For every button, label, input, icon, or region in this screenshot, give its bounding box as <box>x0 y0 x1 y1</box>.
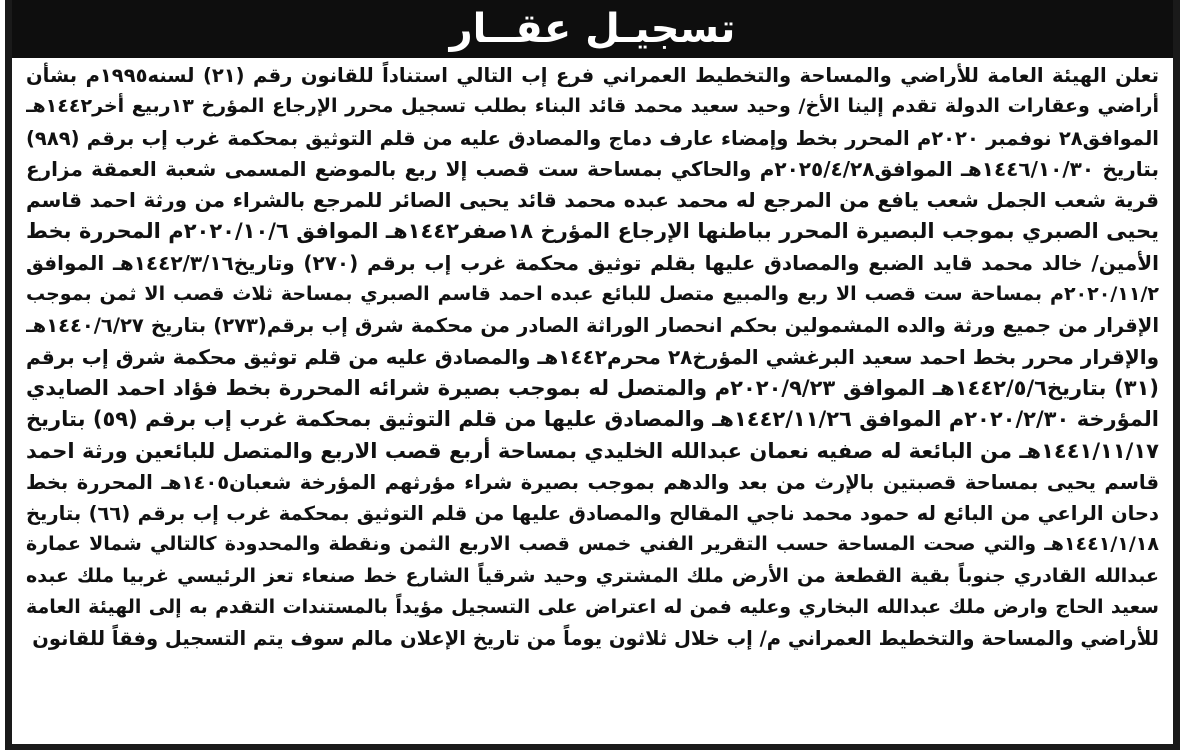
notice-line: ١٤٤١/١١/١٧هـ من البائعة له صفيه نعمان عبدالله الخليدي بمساحة أربع قصب الاربع والمتصل للبائعين ورثة احمد <box>26 438 1159 463</box>
notice-line: والإقرار محرر بخط احمد سعيد البرغشي المؤرخ٢٨ محرم١٤٤٢هـ والمصادق عليه من قلم توثيق محكمة شرق إب برقم <box>26 344 1159 369</box>
notice-title: تسجيـل عقــار <box>449 6 736 52</box>
notice-line: أراضي وعقارات الدولة تقدم إلينا الأخ/ وحيد سعيد محمد قائد البناء بطلب تسجيل محرر الإرجاع المؤرخ ١٣ربيع أخر١٤٤٢هـ <box>26 95 1159 118</box>
notice-line: الإقرار من جميع ورثة والده المشمولين بحكم انحصار الوراثة الصادر من محكمة شرق إب برقم(٢٧٣) بتاريخ ١٤٤٠/٦/٢٧هـ <box>26 314 1159 338</box>
notice-line: للأراضي والمساحة والتخطيط العمراني م/ إب خلال ثلاثون يوماً من تاريخ الإعلان مالم سوف يتم التسجيل وفقاً للقانون <box>32 627 1159 651</box>
property-registration-notice <box>5 0 1180 750</box>
notice-line: دحان الراعي من البائع له حمود محمد ناجي المقالح والمصادق عليها من قلم التوثيق بمحكمة غرب إب برقم (٦٦) بتاريخ <box>26 502 1159 526</box>
notice-line: (٣١) بتاريخ١٤٤٢/٥/٦هـ الموافق ٢٠٢٠/٩/٢٣م والمتصل له بموجب بصيرة شرائه المحررة بخط فؤاد احمد الصايدي <box>26 375 1159 400</box>
notice-line: سعيد الحاج وارض ملك عبدالله البخاري وعليه فمن له اعتراض على التسجيل مؤيداً بالمستندات التقدم به إلى الهيئة العامة <box>26 596 1159 619</box>
notice-line: تعلن الهيئة العامة للأراضي والمساحة والتخطيط العمراني فرع إب التالي استناداً للقانون رقم (٢١) لسنه١٩٩٥م بشأن <box>26 64 1159 87</box>
notice-line: ٢٠٢٠/١١/٢م بمساحة ست قصب الا ربع والمبيع متصل للبائع عبده احمد قاسم الصبري بمساحة ثلاث قصب الا ثمن بموجب <box>26 283 1159 306</box>
notice-header <box>12 0 1173 58</box>
notice-line: الأمين/ خالد محمد قايد الضبع والمصادق عليها بقلم توثيق محكمة غرب إب برقم (٢٧٠) وتاريخ١٤٤٢/٣/١٦هـ الموافق <box>26 250 1159 275</box>
notice-body <box>12 58 1173 655</box>
notice-line: يحيى الصبري بموجب البصيرة المحرر بباطنها الإرجاع المؤرخ ١٨صفر١٤٤٢هـ الموافق ٢٠٢٠/١٠/٦م المحررة بخط <box>26 219 1159 244</box>
notice-line: ١٤٤١/١/١٨هـ والتي صحت المساحة حسب التقرير الفني خمس قصب الاربع الثمن ونقطة والمحدودة كالتالي شمالا عمارة <box>26 533 1159 556</box>
notice-line: قاسم يحيى بمساحة قصبتين بالإرث من بعد والدهم بموجب بصيرة شراء مؤرثهم المؤرخة شعبان١٤٠٥هـ المحررة بخط <box>26 470 1159 494</box>
notice-line: قرية شعب الجمل شعب يافع من المرجع له محمد عبده محمد قائد يحيى الصائر للمرجع بالشراء من ورثة احمد قاسم <box>26 188 1159 213</box>
notice-line: الموافق٢٨ نوفمبر ٢٠٢٠م المحرر بخط وإمضاء عارف دماج والمصادق عليه من قلم التوثيق بمحكمة غرب إب برقم (٩٨٩) <box>26 126 1159 150</box>
notice-line: عبدالله القادري جنوباً بقية القطعة من الأرض ملك المشتري وحيد شرقياً الشارع خط صنعاء تعز الرئيسي غربيا ملك عبده <box>26 564 1159 587</box>
notice-line: المؤرخة ٢٠٢٠/٢/٣٠م الموافق ١٤٤٢/١١/٢٦هـ والمصادق عليها من قلم التوثيق بمحكمة غرب إب برقم (٥٩) بتاريخ <box>26 407 1159 432</box>
notice-line: بتاريخ ١٤٤٦/١٠/٣٠هـ الموافق٢٠٢٥/٤/٢٨م والحاكي بمساحة ست قصب إلا ربع بالموضع المسمى شعبة العمقة مزارع <box>26 156 1159 181</box>
